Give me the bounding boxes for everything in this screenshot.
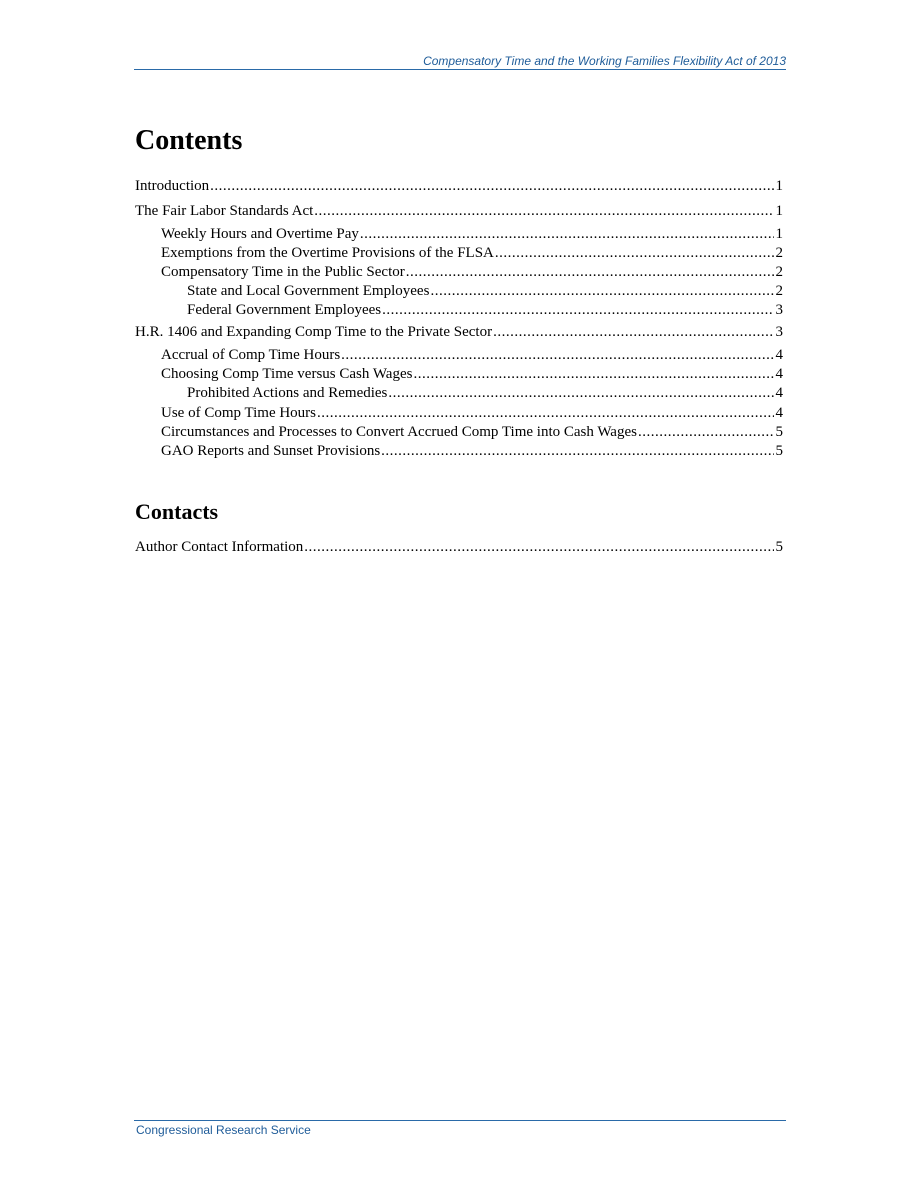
toc-entry-label: State and Local Government Employees bbox=[187, 283, 430, 299]
toc-entry-page: 1 bbox=[775, 203, 783, 219]
toc-entry-choosing-comp-time[interactable] bbox=[161, 365, 783, 384]
toc-dot-leader bbox=[430, 282, 773, 301]
toc-entry-exemptions-overtime[interactable] bbox=[161, 244, 783, 263]
toc-entry-page: 3 bbox=[775, 324, 783, 340]
toc-entry-page: 1 bbox=[775, 178, 783, 194]
toc-dot-leader bbox=[341, 346, 773, 365]
toc-entry-label: Federal Government Employees bbox=[187, 302, 382, 318]
toc-dot-leader bbox=[493, 323, 773, 342]
toc-entry-page: 5 bbox=[775, 443, 783, 459]
toc-dot-leader bbox=[314, 202, 773, 221]
toc-entry-introduction[interactable] bbox=[135, 177, 783, 196]
toc-entry-label: H.R. 1406 and Expanding Comp Time to the Private Sector bbox=[135, 324, 493, 340]
toc-entry-page: 4 bbox=[775, 385, 783, 401]
toc-dot-leader bbox=[388, 384, 773, 403]
toc-entry-label: Circumstances and Processes to Convert Accrued Comp Time into Cash Wages bbox=[161, 424, 637, 440]
toc-entry-page: 3 bbox=[775, 302, 783, 318]
toc-dot-leader bbox=[317, 404, 773, 423]
toc-entry-page: 2 bbox=[775, 283, 783, 299]
running-footer bbox=[134, 1120, 786, 1137]
toc-entry-label: The Fair Labor Standards Act bbox=[135, 203, 314, 219]
running-header bbox=[134, 53, 786, 70]
toc-entry-page: 4 bbox=[775, 405, 783, 421]
toc-entry-author-contact[interactable] bbox=[135, 538, 783, 557]
toc-entry-label: Author Contact Information bbox=[135, 539, 304, 555]
contents-heading: Contents bbox=[135, 125, 243, 156]
toc-dot-leader bbox=[210, 177, 773, 196]
toc-dot-leader bbox=[304, 538, 773, 557]
toc-entry-page: 2 bbox=[775, 245, 783, 261]
toc-entry-label: Compensatory Time in the Public Sector bbox=[161, 264, 405, 280]
toc-dot-leader bbox=[638, 423, 774, 442]
toc-entry-weekly-hours-overtime-pay[interactable] bbox=[161, 225, 783, 244]
toc-entry-page: 1 bbox=[775, 226, 783, 242]
toc-entry-fair-labor-standards-act[interactable] bbox=[135, 202, 783, 221]
toc-entry-label: Use of Comp Time Hours bbox=[161, 405, 317, 421]
toc-entry-page: 4 bbox=[775, 347, 783, 363]
contacts-heading: Contacts bbox=[135, 499, 219, 524]
toc-entry-label: GAO Reports and Sunset Provisions bbox=[161, 443, 381, 459]
toc-entry-page: 4 bbox=[775, 366, 783, 382]
toc-entry-comp-time-public-sector[interactable] bbox=[161, 263, 783, 282]
toc-entry-label: Weekly Hours and Overtime Pay bbox=[161, 226, 359, 242]
toc-dot-leader bbox=[413, 365, 773, 384]
toc-entry-gao-reports[interactable] bbox=[161, 442, 783, 461]
toc-entry-label: Introduction bbox=[135, 178, 210, 194]
toc-entry-hr-1406[interactable] bbox=[135, 323, 783, 342]
toc-entry-label: Choosing Comp Time versus Cash Wages bbox=[161, 366, 413, 382]
toc-entry-convert-comp-time[interactable] bbox=[161, 423, 783, 442]
toc-entry-label: Accrual of Comp Time Hours bbox=[161, 347, 341, 363]
toc-dot-leader bbox=[406, 263, 774, 282]
toc-dot-leader bbox=[360, 225, 774, 244]
footer-publisher: Congressional Research Service bbox=[136, 1123, 311, 1137]
running-header-title: Compensatory Time and the Working Families Flexibility Act of 2013 bbox=[423, 54, 786, 68]
toc-entry-federal-employees[interactable] bbox=[187, 301, 783, 320]
toc-entry-prohibited-actions[interactable] bbox=[187, 384, 783, 403]
toc-entry-page: 5 bbox=[775, 539, 783, 555]
toc-entry-page: 5 bbox=[775, 424, 783, 440]
toc-dot-leader bbox=[381, 442, 773, 461]
toc-entry-state-local-employees[interactable] bbox=[187, 282, 783, 301]
toc-entry-label: Prohibited Actions and Remedies bbox=[187, 385, 388, 401]
toc-dot-leader bbox=[382, 301, 773, 320]
toc-entry-page: 2 bbox=[775, 264, 783, 280]
toc-entry-label: Exemptions from the Overtime Provisions of the FLSA bbox=[161, 245, 494, 261]
toc-entry-accrual-comp-time[interactable] bbox=[161, 346, 783, 365]
toc-dot-leader bbox=[495, 244, 774, 263]
toc-entry-use-comp-time[interactable] bbox=[161, 404, 783, 423]
